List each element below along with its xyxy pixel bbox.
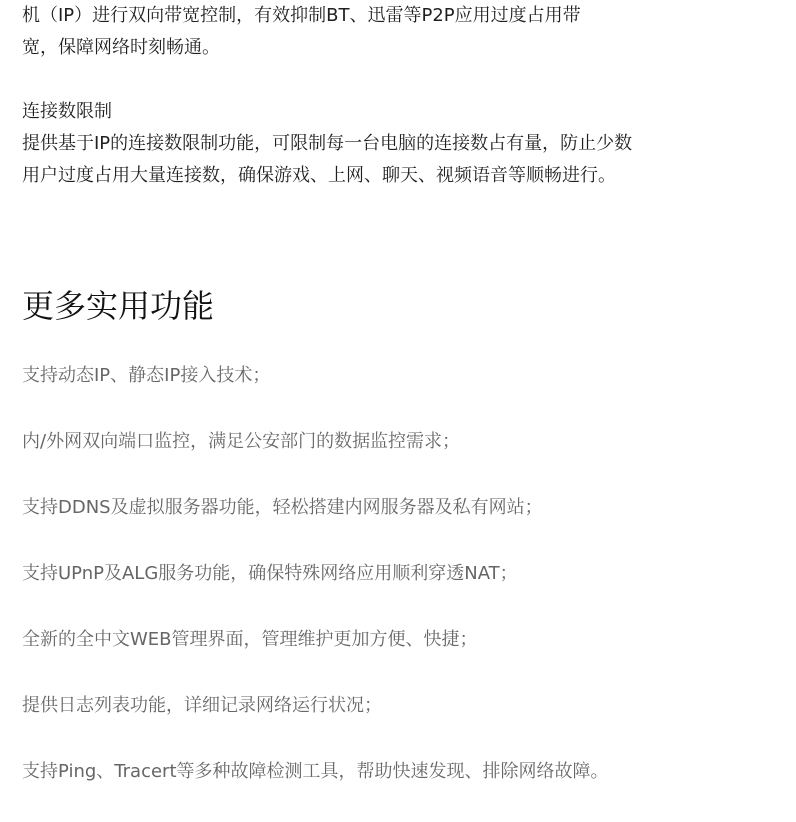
- intro-text-block: [22, 0, 782, 192]
- feature-item: 支持动态IP、静态IP接入技术；: [22, 365, 271, 386]
- feature-item: 支持Ping、Tracert等多种故障检测工具，帮助快速发现、排除网络故障。: [22, 761, 609, 782]
- connection-limit-line-2: 用户过度占用大量连接数，确保游戏、上网、聊天、视频语音等顺畅进行。: [22, 165, 616, 186]
- more-features-title: 更多实用功能: [22, 287, 215, 325]
- feature-item: 内/外网双向端口监控，满足公安部门的数据监控需求；: [22, 431, 461, 452]
- connection-limit-line-1: 提供基于IP的连接数限制功能，可限制每一台电脑的连接数占有量，防止少数: [22, 133, 633, 154]
- connection-limit-heading: 连接数限制: [22, 101, 112, 122]
- feature-item: 提供日志列表功能，详细记录网络运行状况；: [22, 695, 382, 716]
- feature-item: 全新的全中文WEB管理界面，管理维护更加方便、快捷；: [22, 629, 478, 650]
- feature-item: 支持DDNS及虚拟服务器功能，轻松搭建内网服务器及私有网站；: [22, 497, 543, 518]
- feature-list: [22, 360, 782, 822]
- bandwidth-control-line-2: 宽，保障网络时刻畅通。: [22, 37, 220, 58]
- spacer-line: [22, 64, 782, 96]
- feature-item: 支持UPnP及ALG服务功能，确保特殊网络应用顺利穿透NAT；: [22, 563, 518, 584]
- bandwidth-control-line-1: 机（IP）进行双向带宽控制，有效抑制BT、迅雷等P2P应用过度占用带: [22, 5, 581, 26]
